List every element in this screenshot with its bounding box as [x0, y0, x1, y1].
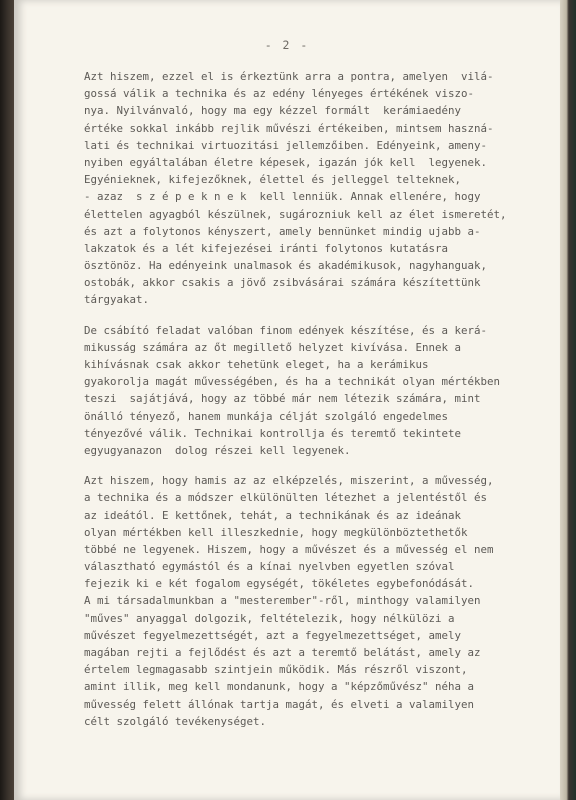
- text-line: - azaz s z é p e k n e k kell lenniük. Annak ellenére, hogy: [84, 190, 481, 204]
- text-line: "műves" anyaggal dolgozik, feltételezik, hogy nélkülözi a: [84, 611, 455, 625]
- text-line: az ideától. E kettőnek, tehát, a technikának és az ideának: [84, 508, 462, 522]
- text-line: gyakorolja magát művességében, és ha a technikát olyan mértékben: [84, 375, 501, 389]
- paragraph: [84, 472, 542, 730]
- text-line: lati és technikai virtuozitási jellemzőiben. Edényeink, ameny-: [84, 138, 488, 152]
- text-line: ostobák, akkor csakis a jövő zsibvásárai számára készítettünk: [84, 276, 481, 290]
- text-line: célt szolgáló tevékenységet.: [84, 714, 267, 728]
- text-line: teszi sajátjává, hogy az többé már nem létezik számára, mint: [84, 392, 481, 406]
- text-line: A mi társadalmunkban a "mesterember"-ről, minthogy valamilyen: [84, 594, 481, 608]
- text-line: és azt a folytonos kényszert, amely bennünket mindig ujabb a-: [84, 224, 481, 238]
- text-line: művészet fegyelmezettségét, azt a fegyelmezettséget, amely: [84, 628, 462, 642]
- page-stack-edge: [560, 0, 576, 800]
- document-body: [84, 68, 542, 730]
- page-number: - 2 -: [264, 38, 310, 52]
- text-line: nyiben egyáltalában életre képesek, igazán jók kell legyenek.: [84, 155, 488, 169]
- text-line: mikusság számára az őt megillető helyzet kivívása. Ennek a: [84, 340, 462, 354]
- text-line: gossá válik a technika és az edény lényeges értékének viszo-: [84, 87, 475, 101]
- text-line: választható egymástól és a kínai nyelvben egyetlen szóval: [84, 560, 455, 574]
- text-line: önálló tényező, hanem munkája célját szolgáló engedelmes: [84, 409, 449, 423]
- text-line: Azt hiszem, ezzel el is érkeztünk arra a pontra, amelyen vilá-: [84, 70, 494, 83]
- paragraph: [84, 68, 542, 309]
- text-line: fejezik ki e két fogalom egységét, tökéletes egybefonódását.: [84, 577, 475, 591]
- text-line: többé ne legyenek. Hiszem, hogy a művészet és a művesség el nem: [84, 542, 494, 556]
- text-line: Egyénieknek, kifejezőknek, élettel és jelleggel telteknek,: [84, 173, 462, 187]
- text-line: tárgyakat.: [84, 293, 150, 307]
- text-line: a technika és a módszer elkülönülten létezhet a jelentéstől és: [84, 491, 488, 505]
- text-line: magában rejti a fejlődést és azt a teremtő belátást, amely az: [84, 646, 481, 659]
- binding-edge: [0, 0, 14, 800]
- text-line: De csábító feladat valóban finom edények készítése, és a kerá-: [84, 323, 488, 337]
- text-line: lakzatok és a lét kifejezései iránti folytonos kutatásra: [84, 241, 449, 255]
- text-line: olyan mértékben kell illeszkednie, hogy megkülönböztethetők: [84, 525, 468, 539]
- text-line: amint illik, meg kell mondanunk, hogy a "képzőművész" néha a: [84, 680, 475, 694]
- text-line: kihívásnak csak akkor tehetünk eleget, ha a kerámikus: [84, 358, 429, 371]
- text-line: értéke sokkal inkább rejlik művészi értékeiben, mintsem haszná-: [84, 121, 494, 135]
- text-line: Azt hiszem, hogy hamis az az elképzelés, miszerint, a művesség,: [84, 474, 494, 488]
- text-line: nya. Nyilvánvaló, hogy ma egy kézzel formált kerámiaedény: [84, 104, 462, 118]
- text-line: tényezővé válik. Technikai kontrollja és teremtő tekintete: [84, 426, 462, 440]
- text-line: ösztönöz. Ha edényeink unalmasok és akadémikusok, nagyhanguak,: [84, 259, 488, 273]
- text-line: élettelen agyagból készülnek, sugározniuk kell az élet ismeretét,: [84, 207, 507, 221]
- text-line: egyugyanazon dolog részei kell legyenek.: [84, 443, 351, 457]
- text-line: értelem legmagasabb szintjein működik. Más részről viszont,: [84, 663, 468, 677]
- paragraph: [84, 322, 542, 460]
- document-page: [14, 0, 560, 800]
- text-line: művesség felett állónak tartja magát, és elveti a valamilyen: [84, 697, 475, 711]
